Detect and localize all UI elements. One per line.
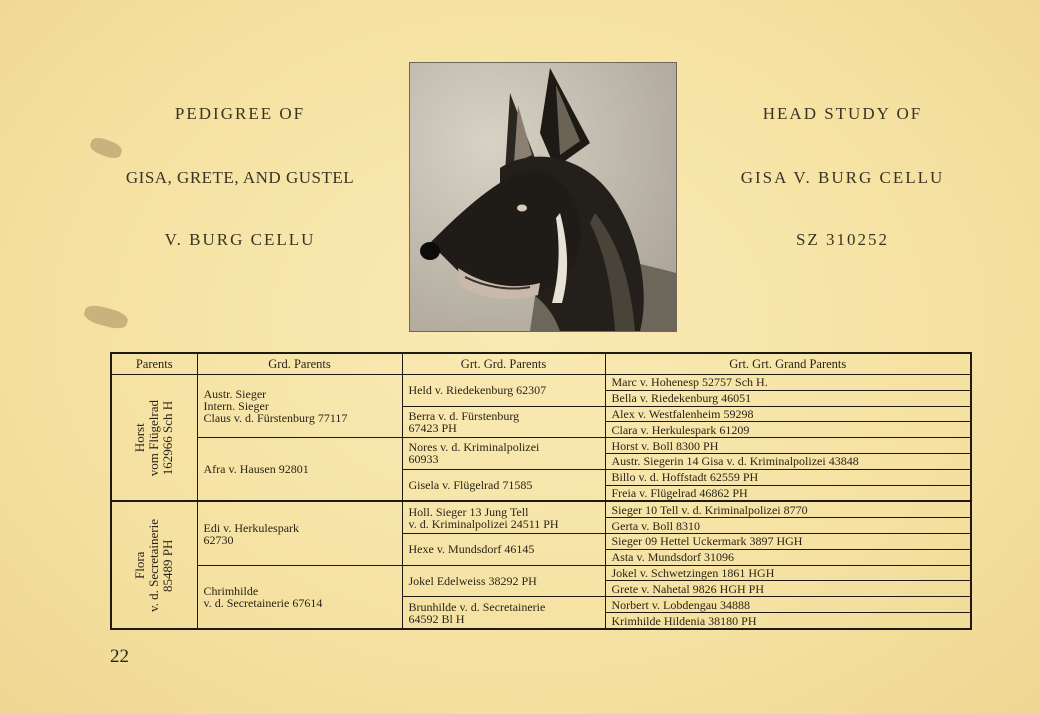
paper-stain [88,135,124,161]
grand-parent-cell: Afra v. Hausen 92801 [197,438,402,502]
ancestor-cell: Austr. Siegerin 14 Gisa v. d. Kriminalpolizei 43848 [605,453,971,469]
ancestor-cell: Krimhilde Hildenia 38180 PH [605,613,971,629]
pedigree-heading-line1: PEDIGREE OF [174,104,306,123]
ancestor-cell: Sieger 10 Tell v. d. Kriminalpolizei 8770 [605,501,971,517]
page-number: 22 [110,646,129,667]
ancestor-cell: Grete v. Nahetal 9826 HGH PH [605,581,971,597]
grand-parent-cell: Austr. Sieger Intern. Sieger Claus v. d. Fürstenburg 77117 [197,375,402,438]
great-grand-parent-cell: Nores v. d. Kriminalpolizei 60933 [402,438,605,470]
pedigree-table [110,352,972,630]
great-grand-parent-cell: Jokel Edelweiss 38292 PH [402,565,605,597]
great-grand-parent-cell: Brunhilde v. d. Secretainerie 64592 Bl H [402,597,605,629]
great-grand-parent-cell: Berra v. d. Fürstenburg 67423 PH [402,406,605,438]
ancestor-cell: Marc v. Hohenesp 52757 Sch H. [605,375,971,391]
table-header-row [111,353,971,375]
table-row [111,438,971,454]
grand-parent-cell: Chrimhilde v. d. Secretainerie 67614 [197,565,402,629]
ancestor-cell: Horst v. Boll 8300 PH [605,438,971,454]
ancestor-cell: Asta v. Mundsdorf 31096 [605,549,971,565]
pedigree-table-container [110,352,970,630]
column-header-great-great-grand-parents: Grt. Grt. Grand Parents [605,353,971,375]
head-study-heading-line1: HEAD STUDY OF [762,104,923,123]
shepherd-head-image [410,63,676,331]
ancestor-cell: Jokel v. Schwetzingen 1861 HGH [605,565,971,581]
great-grand-parent-cell: Gisela v. Flügelrad 71585 [402,469,605,501]
column-header-grand-parents: Grd. Parents [197,353,402,375]
column-header-parents: Parents [111,353,197,375]
head-study-heading-line2: GISA V. BURG CELLU [740,168,945,187]
table-row [111,565,971,581]
ancestor-cell: Alex v. Westfalenheim 59298 [605,406,971,422]
ancestor-cell: Freia v. Flügelrad 46862 PH [605,485,971,501]
sire-cell [111,375,197,502]
ancestor-cell: Bella v. Riedekenburg 46051 [605,390,971,406]
table-row [111,501,971,517]
ancestor-cell: Clara v. Herkulespark 61209 [605,422,971,438]
head-study-heading-line3: SZ 310252 [795,230,890,249]
ancestor-cell: Gerta v. Boll 8310 [605,518,971,534]
pedigree-heading-line3: V. BURG CELLU [164,230,316,249]
dam-name: Flora v. d. Secretainerie 85489 PH [132,518,176,612]
sire-name: Horst vom Flügelrad 162966 Sch H [132,399,176,476]
ancestor-cell: Billo v. d. Hoffstadt 62559 PH [605,469,971,485]
dam-cell [111,501,197,629]
pedigree-heading-line2: GISA, GRETE, AND GUSTEL [125,168,355,187]
paper-stain [82,303,129,332]
ancestor-cell: Sieger 09 Hettel Uckermark 3897 HGH [605,534,971,550]
great-grand-parent-cell: Hexe v. Mundsdorf 46145 [402,534,605,566]
column-header-great-grand-parents: Grt. Grd. Parents [402,353,605,375]
ancestor-cell: Norbert v. Lobdengau 34888 [605,597,971,613]
table-row [111,375,971,391]
great-grand-parent-cell: Holl. Sieger 13 Jung Tell v. d. Kriminalpolizei 24511 PH [402,501,605,533]
great-grand-parent-cell: Held v. Riedekenburg 62307 [402,375,605,407]
grand-parent-cell: Edi v. Herkulespark 62730 [197,501,402,565]
dog-head-photo [409,62,677,332]
